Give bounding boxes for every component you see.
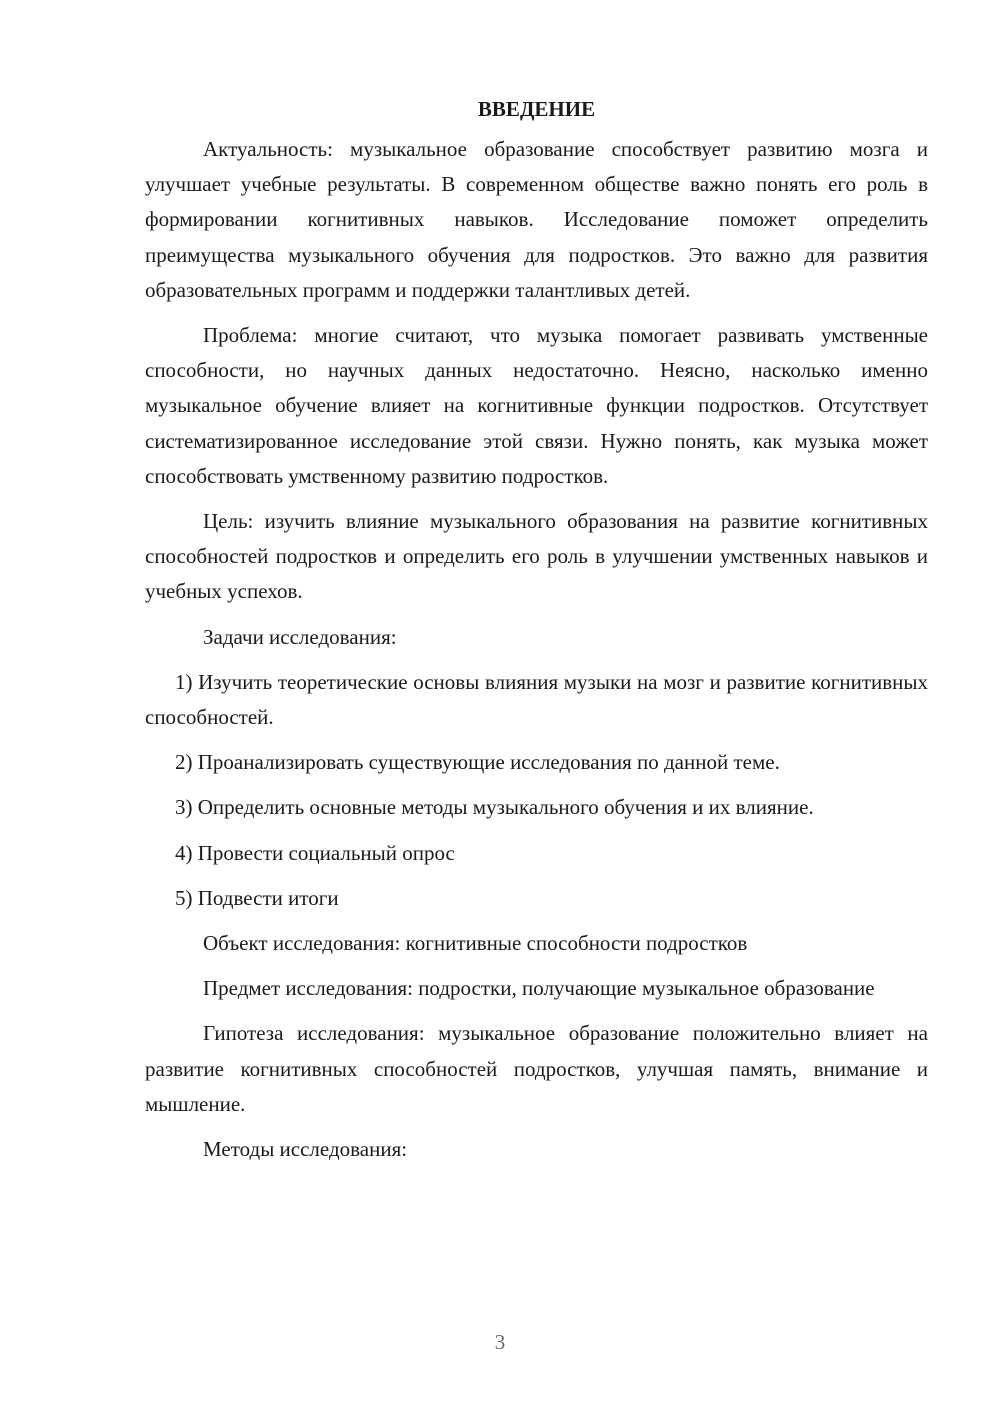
problem-paragraph: Проблема: многие считают, что музыка помогает развивать умственные способности, но научных данных недостаточно. Неясно, насколько именно музыкальное обучение влияет на когнитивные функции подростков. Отсутствует систематизированное исследование этой связи. Нужно понять, как музыка может способствовать умственному развитию подростков.: [145, 323, 928, 488]
object-paragraph: Объект исследования: когнитивные способности подростков: [203, 931, 748, 956]
hypothesis-paragraph: Гипотеза исследования: музыкальное образование положительно влияет на развитие когнитивных способностей подростков, улучшая память, внимание и мышление.: [145, 1021, 928, 1116]
subject-paragraph: Предмет исследования: подростки, получающие музыкальное образование: [203, 976, 875, 1001]
task-item-5: 5) Подвести итоги: [175, 885, 339, 910]
goal-paragraph: Цель: изучить влияние музыкального образования на развитие когнитивных способностей подростков и определить его роль в улучшении умственных навыков и учебных успехов.: [145, 509, 928, 604]
task-item-3: 3) Определить основные методы музыкального обучения и их влияние.: [175, 795, 814, 820]
task-item-1: 1) Изучить теоретические основы влияния музыки на мозг и развитие когнитивных способностей.: [145, 669, 928, 730]
page-number: 3: [494, 1330, 506, 1354]
task-item-4: 4) Провести социальный опрос: [175, 840, 455, 865]
relevance-paragraph: Актуальность: музыкальное образование способствует развитию мозга и улучшает учебные результаты. В современном обществе важно понять его роль в формировании когнитивных навыков. Исследование поможет определить преимущества музыкального обучения для подростков. Это важно для развития образовательных программ и поддержки талантливых детей.: [145, 137, 928, 302]
tasks-heading: Задачи исследования:: [203, 624, 397, 649]
document-page: [145, 92, 928, 1177]
task-item-2: 2) Проанализировать существующие исследования по данной теме.: [175, 750, 780, 775]
methods-paragraph: Методы исследования:: [203, 1137, 408, 1162]
section-title: ВВЕДЕНИЕ: [477, 97, 596, 121]
